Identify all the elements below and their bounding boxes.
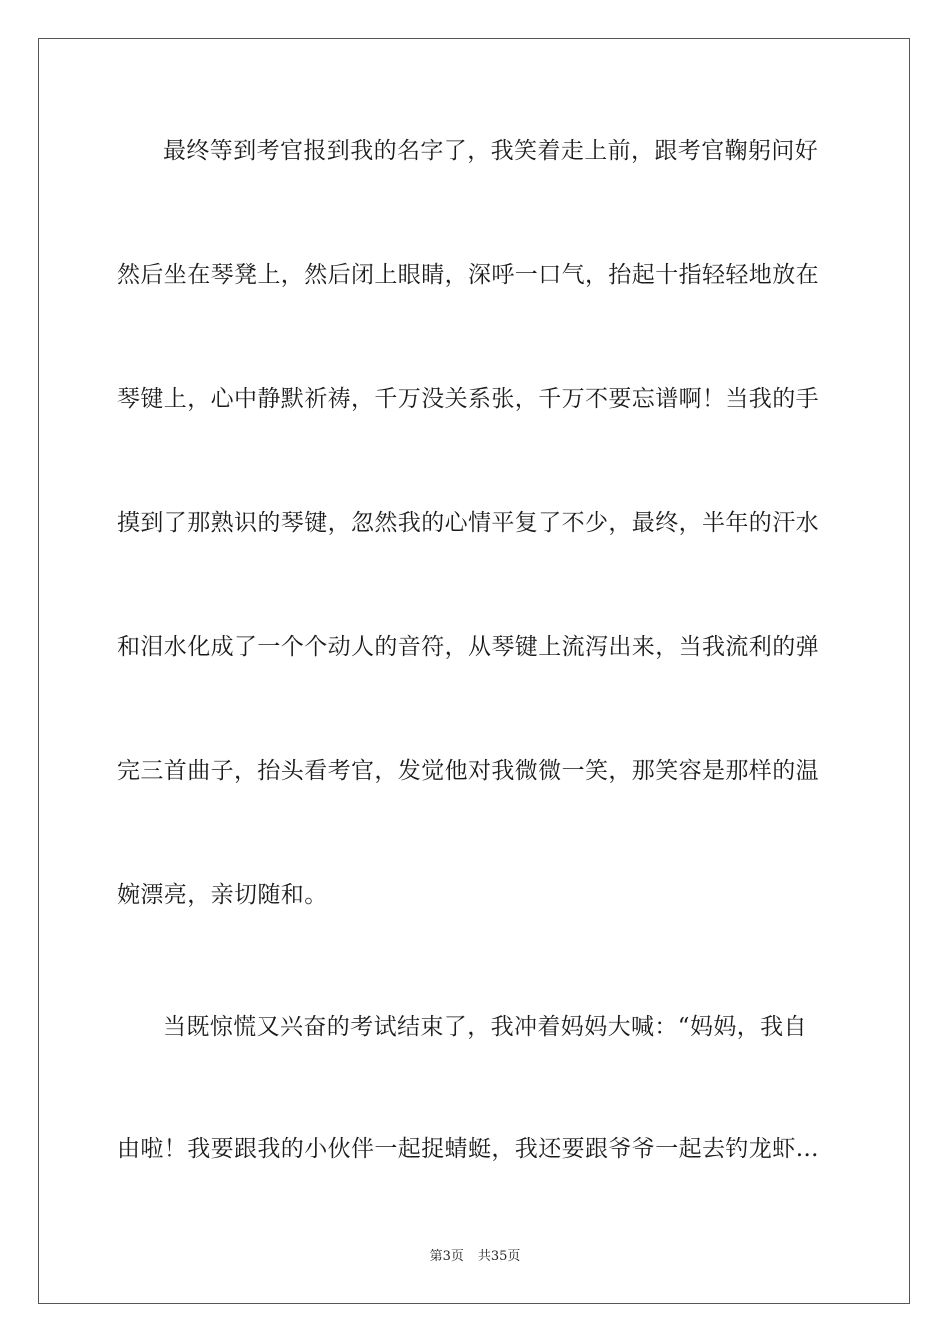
text-line: 完三首曲子，抬头看考官，发觉他对我微微一笑，那笑容是那样的温 (117, 758, 819, 784)
text-line: 然后坐在琴凳上，然后闭上眼睛，深呼一口气，抬起十指轻轻地放在 (117, 262, 819, 288)
total-pages: 共35页 (477, 1249, 521, 1264)
page-number: 第3页 (429, 1249, 464, 1264)
page-border (38, 38, 910, 1304)
page-footer (0, 1248, 950, 1266)
text-line: 琴键上，心中静默祈祷，千万没关系张，千万不要忘谱啊！当我的手 (117, 386, 819, 412)
text-line: 摸到了那熟识的琴键，忽然我的心情平复了不少，最终，半年的汗水 (117, 510, 819, 536)
text-line: 婉漂亮，亲切随和。 (117, 882, 328, 908)
text-line: 由啦！我要跟我的小伙伴一起捉蜻蜓，我还要跟爷爷一起去钓龙虾… (117, 1136, 819, 1162)
text-line: 最终等到考官报到我的名字了，我笑着走上前，跟考官鞠躬问好 (163, 138, 819, 164)
text-line: 和泪水化成了一个个动人的音符，从琴键上流泻出来，当我流利的弹 (117, 634, 819, 660)
text-line: 当既惊慌又兴奋的考试结束了，我冲着妈妈大喊：“妈妈，我自 (163, 1014, 807, 1040)
